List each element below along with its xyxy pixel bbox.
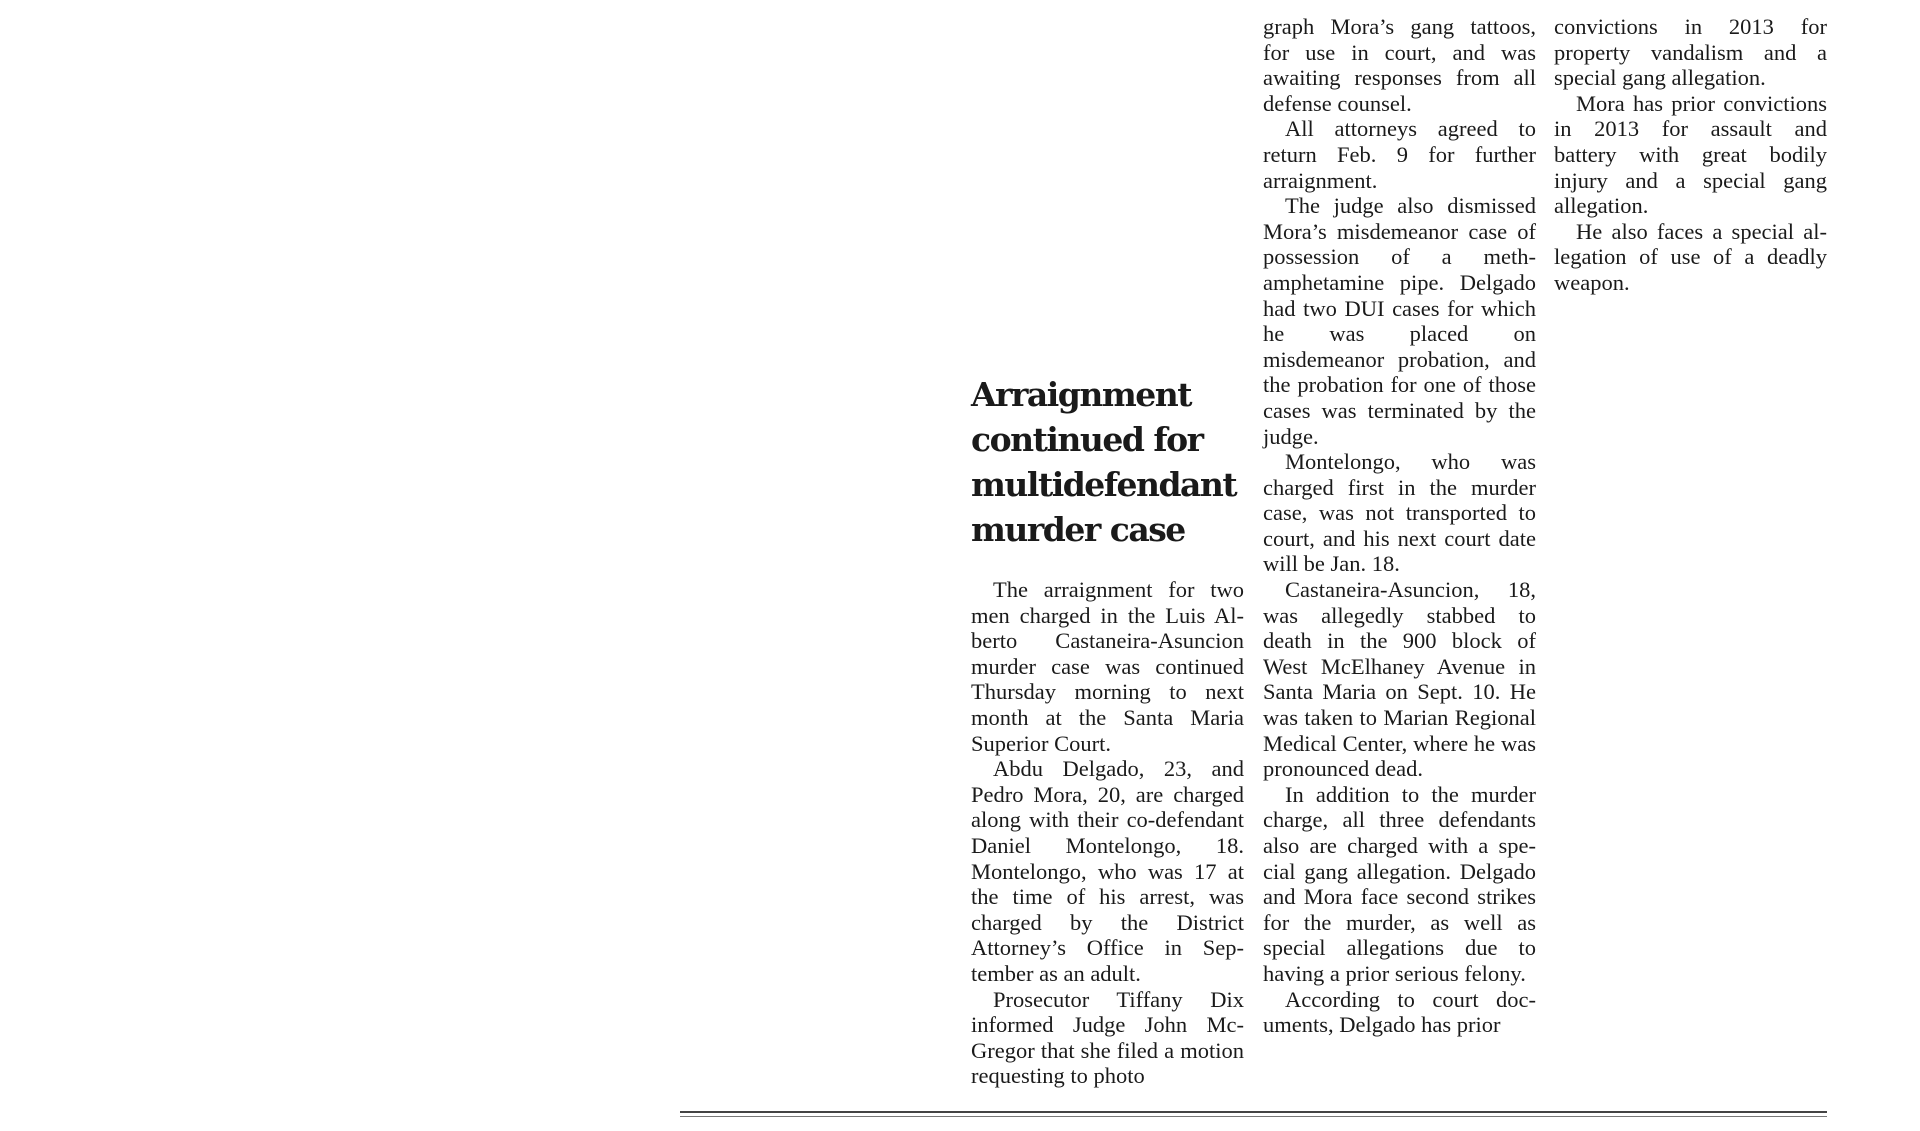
article-headline: Arraignment continued for multidefendant murder case xyxy=(971,375,1237,549)
article-paragraph: In addition to the murder charge, all three defendants also are charged with a special gang allegation. Delgado and Mora face second strikes for the murder, as well as special allegations due to having a prior serious felony. xyxy=(1263,781,1536,986)
page-bottom-rule-thin xyxy=(680,1116,1827,1117)
article-paragraph: He also faces a special allegation of use of a deadly weapon. xyxy=(1554,218,1827,295)
article-paragraph: The judge also dismissed Mora’s misdemeanor case of possession of a methamphetamine pipe. Delgado had two DUI cases for which he was placed on misdemeanor probation, and the probation for one of those cases was terminated by the judge. xyxy=(1263,193,1536,449)
article-column-1 xyxy=(971,577,1244,1089)
article-paragraph: Mora has prior convictions in 2013 for assault and battery with great bodily injury and a special gang allegation. xyxy=(1554,90,1827,219)
article-column-3 xyxy=(1554,14,1827,296)
article-column-2 xyxy=(1263,14,1536,1038)
article-paragraph: According to court documents, Delgado has prior xyxy=(1263,986,1536,1038)
article-paragraph: The arraignment for two men charged in the Luis Alberto Castaneira-Asuncion murder case was continued Thursday morning to next month at the Santa Maria Superior Court. xyxy=(971,577,1244,756)
article-paragraph: Montelongo, who was charged first in the murder case, was not transported to court, and his next court date will be Jan. 18. xyxy=(1263,449,1536,577)
article-paragraph: convictions in 2013 for property vandalism and a special gang allegation. xyxy=(1554,14,1827,91)
page-bottom-rule xyxy=(680,1111,1827,1113)
article-paragraph: Castaneira-Asuncion, 18, was allegedly stabbed to death in the 900 block of West McElhaney Avenue in Santa Maria on Sept. 10. He was taken to Marian Regional Medical Center, where he was pronounced dead. xyxy=(1263,577,1536,782)
article-paragraph: graph Mora’s gang tattoos, for use in court, and was awaiting responses from all defense counsel. xyxy=(1263,14,1536,116)
article-paragraph: All attorneys agreed to return Feb. 9 for further arraignment. xyxy=(1263,116,1536,193)
article-paragraph: Abdu Delgado, 23, and Pedro Mora, 20, are charged along with their co-defendant Daniel Montelongo, 18. Montelongo, who was 17 at the time of his arrest, was charged by the District Attorney’s Office in September as an adult. xyxy=(971,756,1244,986)
article-paragraph: Prosecutor Tiffany Dix informed Judge John McGregor that she filed a motion requesting to photo xyxy=(971,986,1244,1089)
